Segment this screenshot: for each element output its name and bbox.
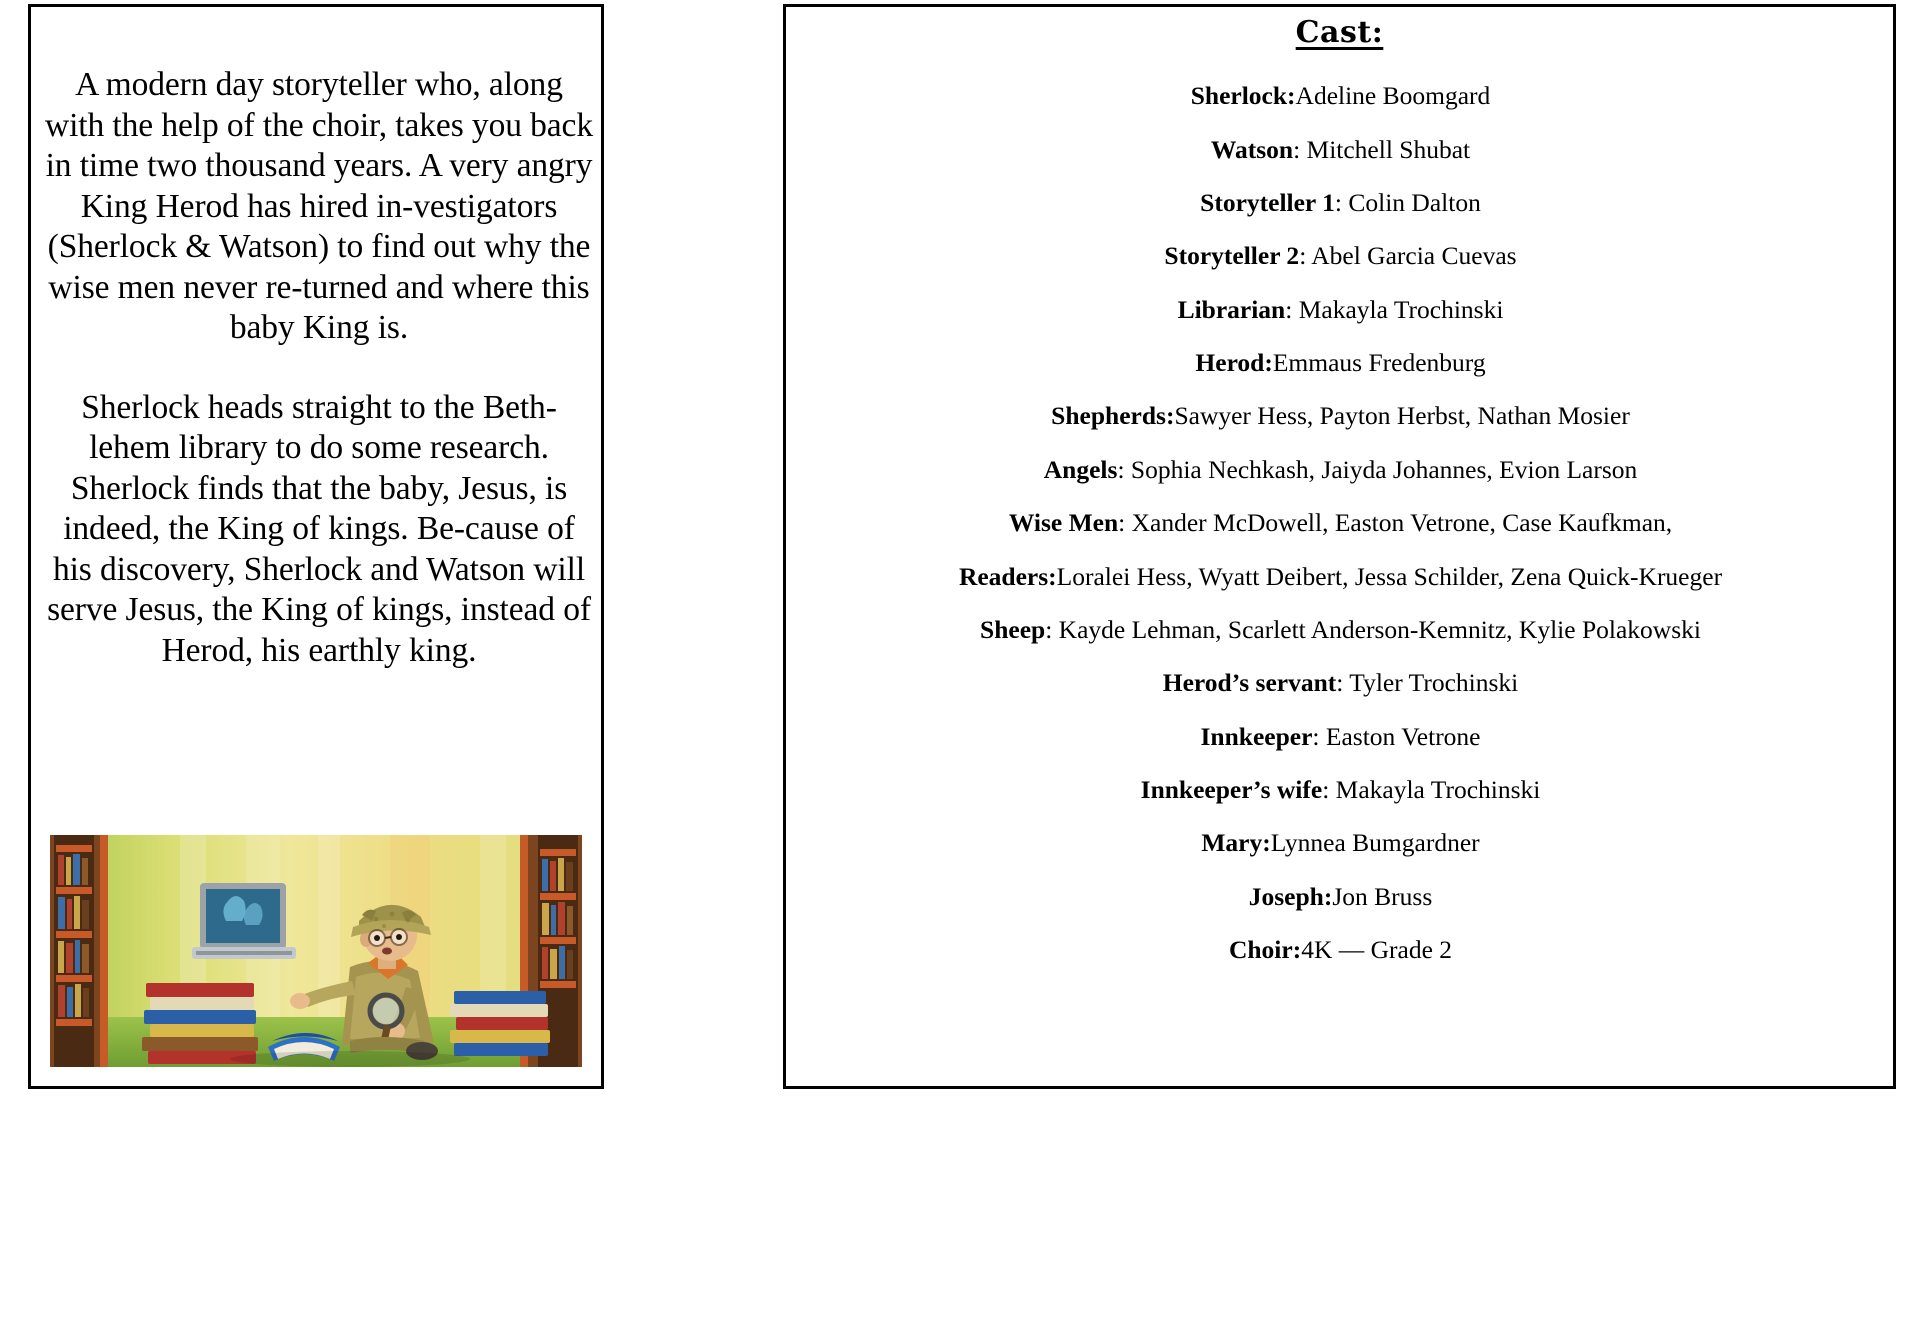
cast-row (800, 549, 1881, 602)
cast-row (800, 656, 1881, 709)
cast-panel (783, 4, 1896, 1089)
synopsis-text (43, 65, 595, 671)
cast-names: Jon Bruss (1332, 881, 1433, 911)
synopsis-paragraph-1: A modern day storyteller who, along with the help of the choir, takes you back in time two thousand years. A very angry King Herod has hired in-vestigators (Sherlock & Watson) to find out why the wise men never re-turned and where this baby King is. (45, 66, 593, 346)
cast-names: : Xander McDowell, Easton Vetrone, Case Kaufkman, (1118, 508, 1673, 538)
cast-names: Adeline Boomgard (1295, 81, 1491, 111)
cast-role: Readers: (958, 561, 1057, 591)
cast-names: Loralei Hess, Wyatt Deibert, Jessa Schilder, Zena Quick-Krueger (1056, 561, 1723, 591)
cast-names: : Kayde Lehman, Scarlett Anderson-Kemnitz, Kylie Polakowski (1045, 614, 1701, 644)
cast-row (800, 389, 1881, 442)
cast-row (800, 603, 1881, 656)
cast-role: Choir: (1228, 935, 1302, 965)
cast-heading: Cast: (1295, 15, 1384, 50)
cast-role: Sherlock: (1190, 81, 1296, 111)
cast-role: Mary: (1201, 828, 1271, 858)
cast-role: Herod: (1195, 348, 1273, 378)
cast-row (800, 229, 1881, 282)
cast-row (800, 122, 1881, 175)
cast-role: Innkeeper (1200, 721, 1313, 751)
cast-names: : Makayla Trochinski (1322, 775, 1541, 805)
cast-list (800, 69, 1881, 976)
cast-row (800, 496, 1881, 549)
cast-names: Sawyer Hess, Payton Herbst, Nathan Mosier (1174, 401, 1630, 431)
cast-role: Sheep (980, 614, 1046, 644)
cast-role: Storyteller 1 (1200, 187, 1335, 217)
cast-names: : Abel Garcia Cuevas (1299, 241, 1517, 271)
illustration-artwork (50, 835, 582, 1067)
cast-names: : Mitchell Shubat (1293, 134, 1471, 164)
cast-names: : Tyler Trochinski (1336, 668, 1519, 698)
cast-names: Lynnea Bumgardner (1270, 828, 1480, 858)
synopsis-panel (28, 4, 604, 1089)
sherlock-library-illustration (50, 835, 582, 1067)
cast-row (800, 870, 1881, 923)
cast-row (800, 69, 1881, 122)
cast-names: : Easton Vetrone (1312, 721, 1481, 751)
synopsis-paragraph-2: Sherlock heads straight to the Beth-lehem library to do some research. Sherlock finds that the baby, Jesus, is indeed, the King of kings. Be-cause of his discovery, Sherlock and Watson will serve Jesus, the King of kings, instead of Herod, his earthly king. (47, 388, 591, 669)
cast-names: 4K — Grade 2 (1301, 935, 1453, 965)
cast-names: : Makayla Trochinski (1285, 294, 1504, 324)
cast-names: Emmaus Fredenburg (1272, 348, 1486, 378)
cast-role: Joseph: (1248, 881, 1333, 911)
cast-role: Herod’s servant (1162, 668, 1337, 698)
cast-role: Storyteller 2 (1164, 241, 1300, 271)
cast-role: Librarian (1177, 294, 1286, 324)
cast-role: Innkeeper’s wife (1140, 775, 1323, 805)
cast-names: : Colin Dalton (1334, 187, 1481, 217)
cast-row (800, 283, 1881, 336)
cast-row (800, 923, 1881, 976)
cast-row (800, 176, 1881, 229)
cast-role: Shepherds: (1051, 401, 1175, 431)
cast-role: Watson (1210, 134, 1294, 164)
cast-row (800, 763, 1881, 816)
cast-names: : Sophia Nechkash, Jaiyda Johannes, Evion Larson (1117, 454, 1638, 484)
cast-role: Angels (1043, 454, 1118, 484)
paragraph-spacer (43, 349, 595, 388)
cast-row (800, 443, 1881, 496)
cast-row (800, 336, 1881, 389)
cast-row (800, 710, 1881, 763)
cast-role: Wise Men (1008, 508, 1119, 538)
cast-row (800, 816, 1881, 869)
